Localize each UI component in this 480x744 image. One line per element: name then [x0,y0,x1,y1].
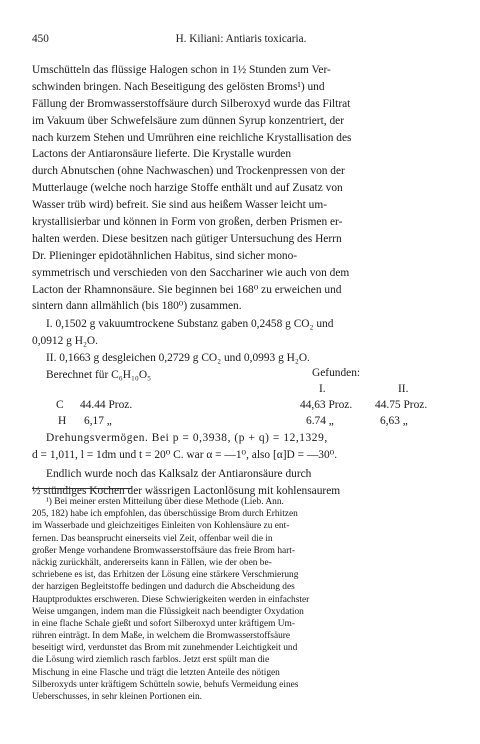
page-number: 450 [32,33,49,45]
footnote-line: der harzigen Begleitstoffe bedingen und dadurch die Abscheidung des [32,582,295,593]
text-line: krystallisierbar und können in Form von großen, derben Prismen er- [32,216,343,229]
analysis-line: 0,0912 g H₂O. [32,334,98,347]
analysis-line: I. 0,1502 g vakuumtrockene Substanz gaben 0,2458 g CO₂ und [46,318,334,330]
found-value-I: 44,63 Proz. [300,399,353,411]
text-line: symmetrisch und verschieden von den Sacchariner wie auch von dem [32,266,350,279]
footnote-line: Weise umgangen, indem man die Flüssigkeit nach beendigter Oxydation [32,606,304,617]
element-symbol: H [58,415,67,427]
text-line: sintern dann allmählich (bis 180⁰) zusammen. [32,300,242,313]
found-value-I: 6.74 „ [306,415,334,427]
main-text [32,62,451,315]
text-line: Endlich wurde noch das Kalksalz der Antiaronsäure durch [46,468,312,480]
rotation-block [32,430,451,464]
analysis-line: II. 0,1663 g desgleichen 0,2729 g CO₂ und 0,0993 g H₂O. [46,351,310,364]
footnote-line: Hauptproduktes erschweren. Diese Schwierigkeiten werden in einfachster [32,594,310,605]
found-value-II: 6,63 „ [380,415,408,427]
footnote-line: fernen. Das beansprucht einerseits viel Zeit, offenbar weil die in [32,533,273,544]
found-label: Gefunden: [312,367,361,379]
column-header-I: I. [319,383,326,395]
footnote-line: im Wasserbade und gleichzeitiges Einleiten von Kohlensäure zu ent- [32,521,290,532]
rotation-line: d = 1,011, l = 1dm und t = 20⁰ C. war α = —1⁰, also [α]D = —30⁰. [32,448,338,461]
footnote-line: näckig zurückhält, andererseits kann in Fällen, wie der oben be- [32,557,272,568]
column-header-II: II. [398,383,409,395]
text-line: Mutterlauge (welche noch harzige Stoffe enthält und auf Zusatz von [32,182,343,195]
found-value-II: 44.75 Proz. [375,399,428,411]
text-line: halten werden. Diese besitzen nach gütiger Untersuchung des Herrn [32,232,342,245]
text-line: schwinden bringen. Nach Beseitigung des gelösten Broms¹) und [32,80,325,93]
calc-value: 6,17 „ [84,415,112,427]
footnote-line: Silberoxyds unter kräftigem Schütteln sowie, behufs Vermeidung eines [32,679,299,690]
text-line: nach kurzem Stehen und Umrühren eine reichliche Krystallisation des [32,131,352,144]
text-line: durch Abnutschen (ohne Nachwaschen) und Trockenpressen von der [32,165,345,178]
text-line: Dr. Plieninger epidotähnlichen Habitus, sind sicher mono- [32,249,298,262]
text-line: ½ stündiges Kochen der wässrigen Lactonlösung mit kohlensaurem [32,484,341,497]
analysis-block [32,316,451,384]
text-line: Lactons der Antiaronsäure lieferte. Die Krystalle wurden [32,148,292,161]
footnote-line: großer Menge vorhandene Bromwasserstoffsäure das freie Brom hart- [32,545,296,556]
calc-label: Berechnet für C₆H₁₀O₅ [46,368,152,381]
footnote [32,496,451,703]
footnote-line: Mischung in eine Flasche und trägt die letzten Anteile des nötigen [32,667,280,678]
footnote-line: die Lösung wird ziemlich rasch farblos. Jetzt erst spült man die [32,655,270,666]
footnote-divider [32,488,132,489]
text-line: im Vakuum über Schwefelsäure zum dünnen Syrup konzentriert, der [32,114,344,127]
element-symbol: C [56,399,64,411]
text-line: Lacton der Rhamnonsäure. Sie beginnen bei 168⁰ zu erweichen und [32,283,342,296]
text-line: Umschütteln das flüssige Halogen schon in 1½ Stunden zum Ver- [32,64,331,76]
footnote-line: in eine flache Schale gießt und sofort Silberoxyd unter kräftigem Um- [32,618,295,629]
footnote-line: rühren einträgt. In dem Maße, in welchem die Bromwasserstoffsäure [32,631,291,642]
page-header [32,33,450,47]
footnote-line: schriebene es ist, das Erhitzen der Lösung eine stärkere Verschmierung [32,570,299,581]
running-title: H. Kiliani: Antiaris toxicaria. [175,33,307,45]
rotation-line: Drehungsvermögen. Bei p = 0,3938, (p + q) = 12,1329, [46,432,328,444]
footnote-line: 205, 182) habe ich empfohlen, das überschüssige Brom durch Erhitzen [32,509,298,520]
calc-value: 44.44 Proz. [80,399,133,411]
continuation-block [32,466,451,500]
text-line: Fällung der Bromwasserstoffsäure durch Silberoxyd wurde das Filtrat [32,97,351,110]
footnote-line: ¹) Bei meiner ersten Mitteilung über diese Methode (Lieb. Ann. [46,497,284,507]
footnote-line: Ueberschusses, in sehr kleinen Portionen ein. [32,692,203,702]
text-line: Wasser trüb wird) befreit. Sie sind aus heißem Wasser leicht um- [32,199,327,212]
footnote-line: beseitigt wird, verdunstet das Brom mit zunehmender Leichtigkeit und [32,643,298,654]
